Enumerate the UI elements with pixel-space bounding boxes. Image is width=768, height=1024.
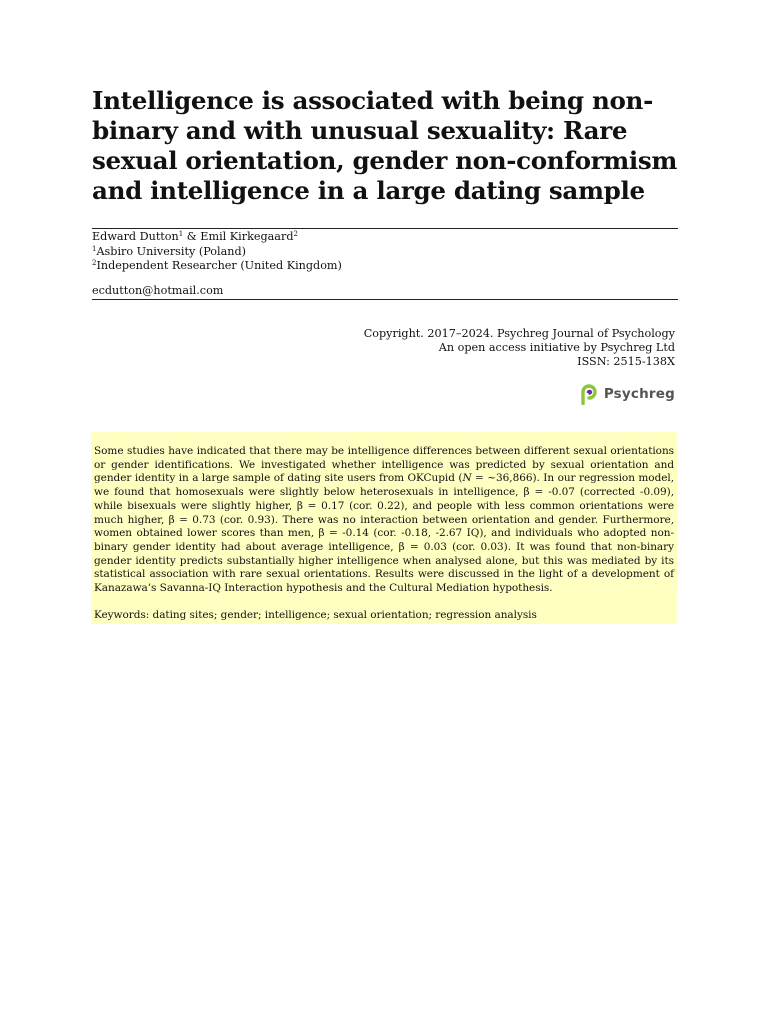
affiliation-mark: 1	[178, 230, 184, 238]
affiliation-line	[92, 245, 678, 260]
psychreg-logo-text: Psychreg	[603, 386, 675, 402]
publisher-line: An open access initiative by Psychreg Ltd	[438, 341, 675, 354]
affiliation-text: Independent Researcher (United Kingdom)	[96, 259, 342, 272]
sample-size-symbol: N	[462, 472, 472, 485]
header-divider-bottom	[92, 299, 678, 300]
affiliation-mark: 2	[92, 259, 97, 267]
paper-title: Intelligence is associated with being non-binary and with unusual sexuality: Rare sexual orientation, gender non-conformism and intelligence in a large dating sample	[92, 86, 678, 205]
affiliation-mark: 1	[92, 244, 97, 253]
author-line	[92, 230, 678, 245]
psychreg-logo	[580, 383, 675, 405]
abstract-text	[94, 445, 674, 596]
contact-email[interactable]: ecdutton@hotmail.com	[92, 284, 224, 297]
affiliation-line	[92, 259, 678, 274]
abstract-text-part: Some studies have indicated that there may be intelligence differences between different sexual orientations or gender identifications. We investigated whether intelligence was predicted by sexual orientation and gender identity in a large sample of dating site users from OKCupid (	[94, 445, 674, 485]
issn-line: ISSN: 2515-138X	[577, 355, 675, 368]
abstract-text-part: = ~36,866). In our regression model, we found that homosexuals were slightly below heterosexuals in intelligence, β = -0.07 (corrected -0.09), while bisexuals were slightly higher, β = 0.17 (cor. 0.22), and people with less common orientations were much higher, β = 0.73 (cor. 0.93). There was no interaction between orientation and gender. Furthermore, women obtained lower scores than men, β = -0.14 (cor. -0.18, -2.67 IQ), and individuals who adopted non-binary gender identity had about average intelligence, β = 0.03 (cor. 0.03). It was found that non-binary gender identity predicts substantially higher intelligence when analysed alone, but this was mediated by its statistical association with rare sexual orientations. Results were discussed in the light of a development of Kanazawa’s Savanna-IQ Interaction hypothesis and the Cultural Mediation hypothesis.	[94, 472, 674, 595]
keywords: Keywords: dating sites; gender; intelligence; sexual orientation; regression analysis	[94, 609, 537, 622]
copyright-line: Copyright. 2017–2024. Psychreg Journal of Psychology	[363, 327, 675, 340]
abstract-box	[91, 432, 677, 624]
affiliation-mark: 2	[293, 230, 298, 238]
author-separator: &	[183, 230, 201, 243]
author-name: Edward Dutton	[92, 230, 179, 243]
author-block	[92, 230, 678, 274]
psychreg-logo-icon	[580, 383, 598, 405]
author-name: Emil Kirkegaard	[200, 230, 294, 243]
affiliation-text: Asbiro University (Poland)	[96, 244, 247, 258]
copyright-block	[364, 327, 675, 369]
header-divider-top	[92, 228, 678, 229]
